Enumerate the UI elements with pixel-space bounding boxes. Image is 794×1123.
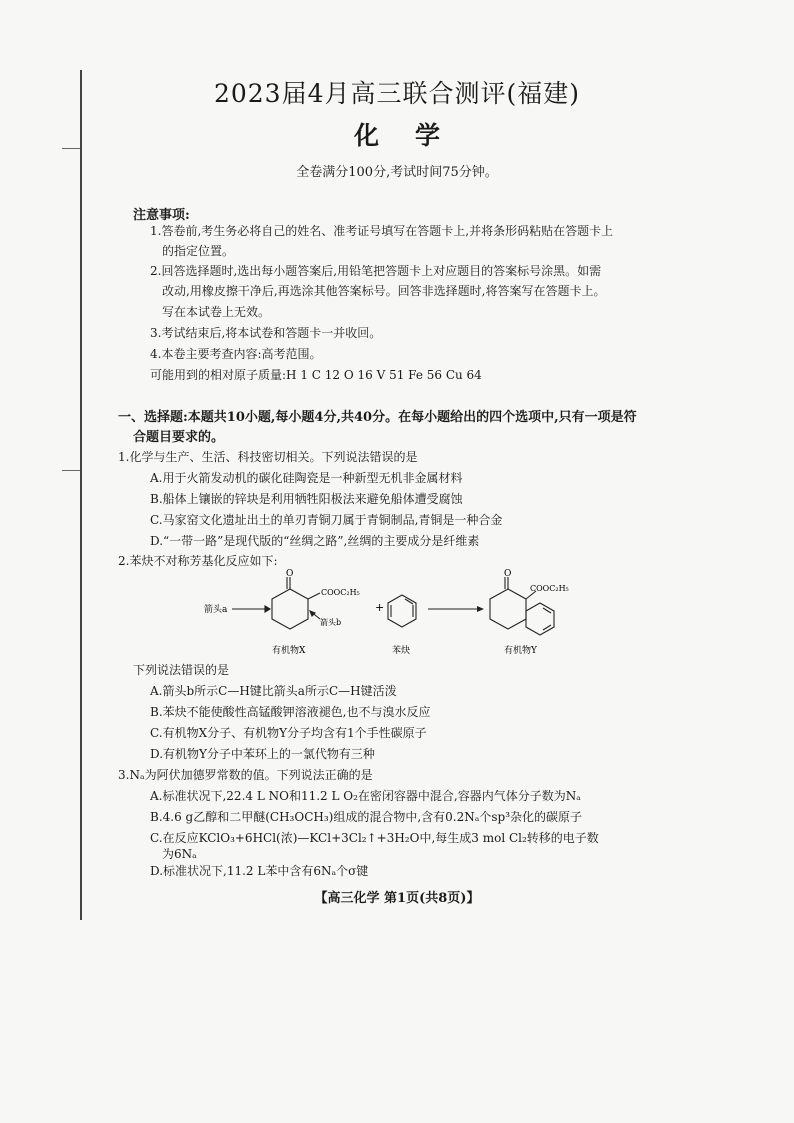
q2-option-b: B.苯炔不能使酸性高锰酸钾溶液褪色,也不与溴水反应 [150, 705, 431, 719]
subject-title: 化学 [353, 121, 476, 150]
question-2-stem: 2.苯炔不对称芳基化反应如下: [118, 554, 278, 568]
benzyne-structure [388, 595, 416, 627]
atomic-mass-line: 可能用到的相对原子质量:H 1 C 12 O 16 V 51 Fe 56 Cu 64 [150, 368, 482, 382]
notice-heading: 注意事项: [133, 208, 190, 223]
q3-option-c-cont: 为6Nₐ [162, 847, 197, 861]
question-3-stem: 3.Nₐ为阿伏加德罗常数的值。下列说法正确的是 [118, 768, 373, 782]
carbonyl-o-y: O [504, 569, 512, 579]
compound-x-structure [232, 577, 320, 629]
margin-tick [62, 470, 80, 471]
page-footer: 【高三化学 第1页(共8页)】 [314, 891, 480, 906]
ester-label-x: COOC₂H₅ [321, 588, 360, 597]
notice-line: 3.考试结束后,将本试卷和答题卡一并收回。 [150, 326, 382, 340]
score-info: 全卷满分100分,考试时间75分钟。 [296, 165, 498, 180]
reaction-arrow [428, 606, 484, 612]
q1-option-c: C.马家窑文化遗址出土的单刃青铜刀属于青铜制品,青铜是一种合金 [150, 513, 503, 527]
label-compound-y: 有机物Y [504, 646, 537, 656]
section-heading: 一、选择题:本题共10小题,每小题4分,共40分。在每小题给出的四个选项中,只有一项是符 [118, 410, 637, 425]
reaction-scheme [204, 567, 569, 657]
exam-title: 2023届4月高三联合测评(福建) [213, 79, 581, 108]
plus-sign: + [375, 601, 385, 614]
ester-label-y: COOC₂H₅ [530, 584, 569, 593]
question-1-stem: 1.化学与生产、生活、科技密切相关。下列说法错误的是 [118, 450, 418, 464]
q1-option-b: B.船体上镶嵌的锌块是利用牺牲阳极法来避免船体遭受腐蚀 [150, 492, 463, 506]
arrow-b-label: 箭头b [320, 618, 342, 627]
binding-margin-line [80, 70, 82, 920]
arrow-a-label: 箭头a [204, 605, 228, 615]
q1-option-a: A.用于火箭发动机的碳化硅陶瓷是一种新型无机非金属材料 [150, 471, 463, 485]
notice-line: 的指定位置。 [162, 244, 235, 258]
q2-option-c: C.有机物X分子、有机物Y分子均含有1个手性碳原子 [150, 726, 427, 740]
q1-option-d: D.“一带一路”是现代版的“丝绸之路”,丝绸的主要成分是纤维素 [150, 534, 480, 548]
q3-option-c: C.在反应KClO₃+6HCl(浓)—KCl+3Cl₂↑+3H₂O中,每生成3 mol Cl₂转移的电子数 [150, 831, 599, 845]
notice-line: 写在本试卷上无效。 [162, 305, 271, 319]
label-compound-x: 有机物X [272, 646, 306, 656]
q3-option-d: D.标准状况下,11.2 L苯中含有6Nₐ个σ键 [150, 864, 369, 878]
q2-option-d: D.有机物Y分子中苯环上的一氯代物有三种 [150, 747, 375, 761]
notice-line: 改动,用橡皮擦干净后,再选涂其他答案标号。回答非选择题时,将答案写在答题卡上。 [162, 284, 606, 298]
q3-option-a: A.标准状况下,22.4 L NO和11.2 L O₂在密闭容器中混合,容器内气体分子数为Nₐ [150, 789, 581, 803]
q3-option-b: B.4.6 g乙醇和二甲醚(CH₃OCH₃)组成的混合物中,含有0.2Nₐ个sp³杂化的碳原子 [150, 810, 583, 824]
label-benzyne: 苯炔 [392, 646, 411, 656]
q2-option-a: A.箭头b所示C—H键比箭头a所示C—H键活泼 [150, 684, 397, 698]
q2-sub-stem: 下列说法错误的是 [133, 663, 230, 677]
notice-line: 1.答卷前,考生务必将自己的姓名、准考证号填写在答题卡上,并将条形码粘贴在答题卡上 [150, 224, 614, 238]
notice-line: 2.回答选择题时,选出每小题答案后,用铅笔把答题卡上对应题目的答案标号涂黑。如需 [150, 264, 602, 278]
carbonyl-o-x: O [286, 569, 294, 579]
notice-line: 4.本卷主要考查内容:高考范围。 [150, 347, 322, 361]
section-heading-cont: 合题目要求的。 [133, 430, 225, 445]
